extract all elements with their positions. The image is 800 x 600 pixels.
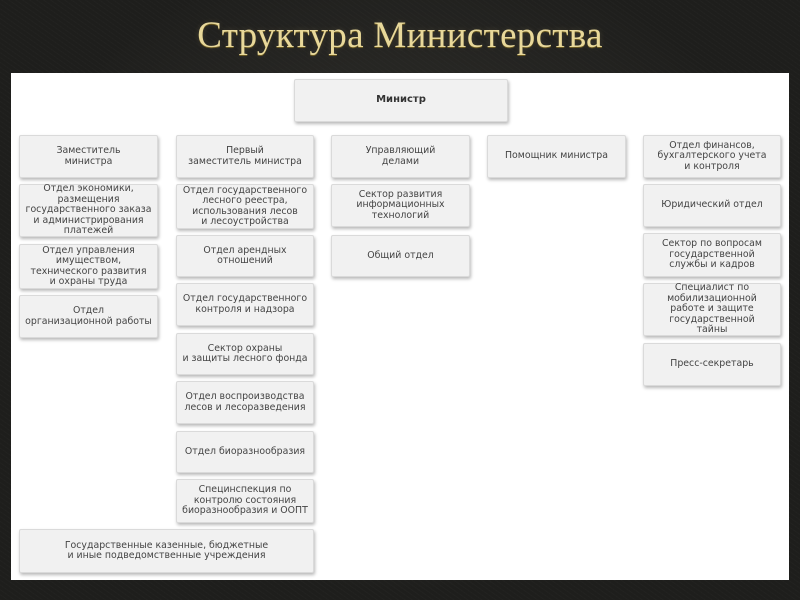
box-managing-director: Управляющий делами (331, 135, 470, 178)
box-press-secretary: Пресс-секретарь (643, 343, 781, 386)
box-first-deputy-minister: Первый заместитель министра (176, 135, 314, 178)
slide-title: Структура Министерства (197, 15, 603, 56)
box-finance-department: Отдел финансов, бухгалтерского учета и контроля (643, 135, 781, 178)
box-reproduction-department: Отдел воспроизводства лесов и лесоразведения (176, 381, 314, 424)
box-subordinate-institutions: Государственные казенные, бюджетные и иные подведомственные учреждения (19, 529, 314, 573)
box-deputy-minister: Заместитель министра (19, 135, 158, 178)
box-lease-department: Отдел арендных отношений (176, 235, 314, 277)
box-it-development-sector: Сектор развития информационных технологий (331, 184, 470, 227)
box-forest-registry-department: Отдел государственного лесного реестра, использования лесов и лесоустройства (176, 184, 314, 229)
box-property-department: Отдел управления имуществом, технического развития и охраны труда (19, 244, 158, 289)
box-organizational-department: Отдел организационной работы (19, 295, 158, 338)
org-chart-panel (11, 73, 789, 580)
box-biodiversity-department: Отдел биоразнообразия (176, 431, 314, 473)
box-forest-fund-sector: Сектор охраны и защиты лесного фонда (176, 333, 314, 375)
box-mobilization-specialist: Специалист по мобилизационной работе и защите государственной тайны (643, 283, 781, 336)
box-economics-department: Отдел экономики, размещения государственного заказа и администрирования платежей (19, 184, 158, 237)
box-state-control-department: Отдел государственного контроля и надзора (176, 283, 314, 326)
box-minister: Министр (294, 79, 508, 122)
box-civil-service-sector: Сектор по вопросам государственной службы и кадров (643, 233, 781, 277)
box-legal-department: Юридический отдел (643, 184, 781, 227)
box-general-department: Общий отдел (331, 235, 470, 277)
box-minister-assistant: Помощник министра (487, 135, 626, 178)
box-special-inspection: Специнспекция по контролю состояния биоразнообразия и ООПТ (176, 479, 314, 523)
